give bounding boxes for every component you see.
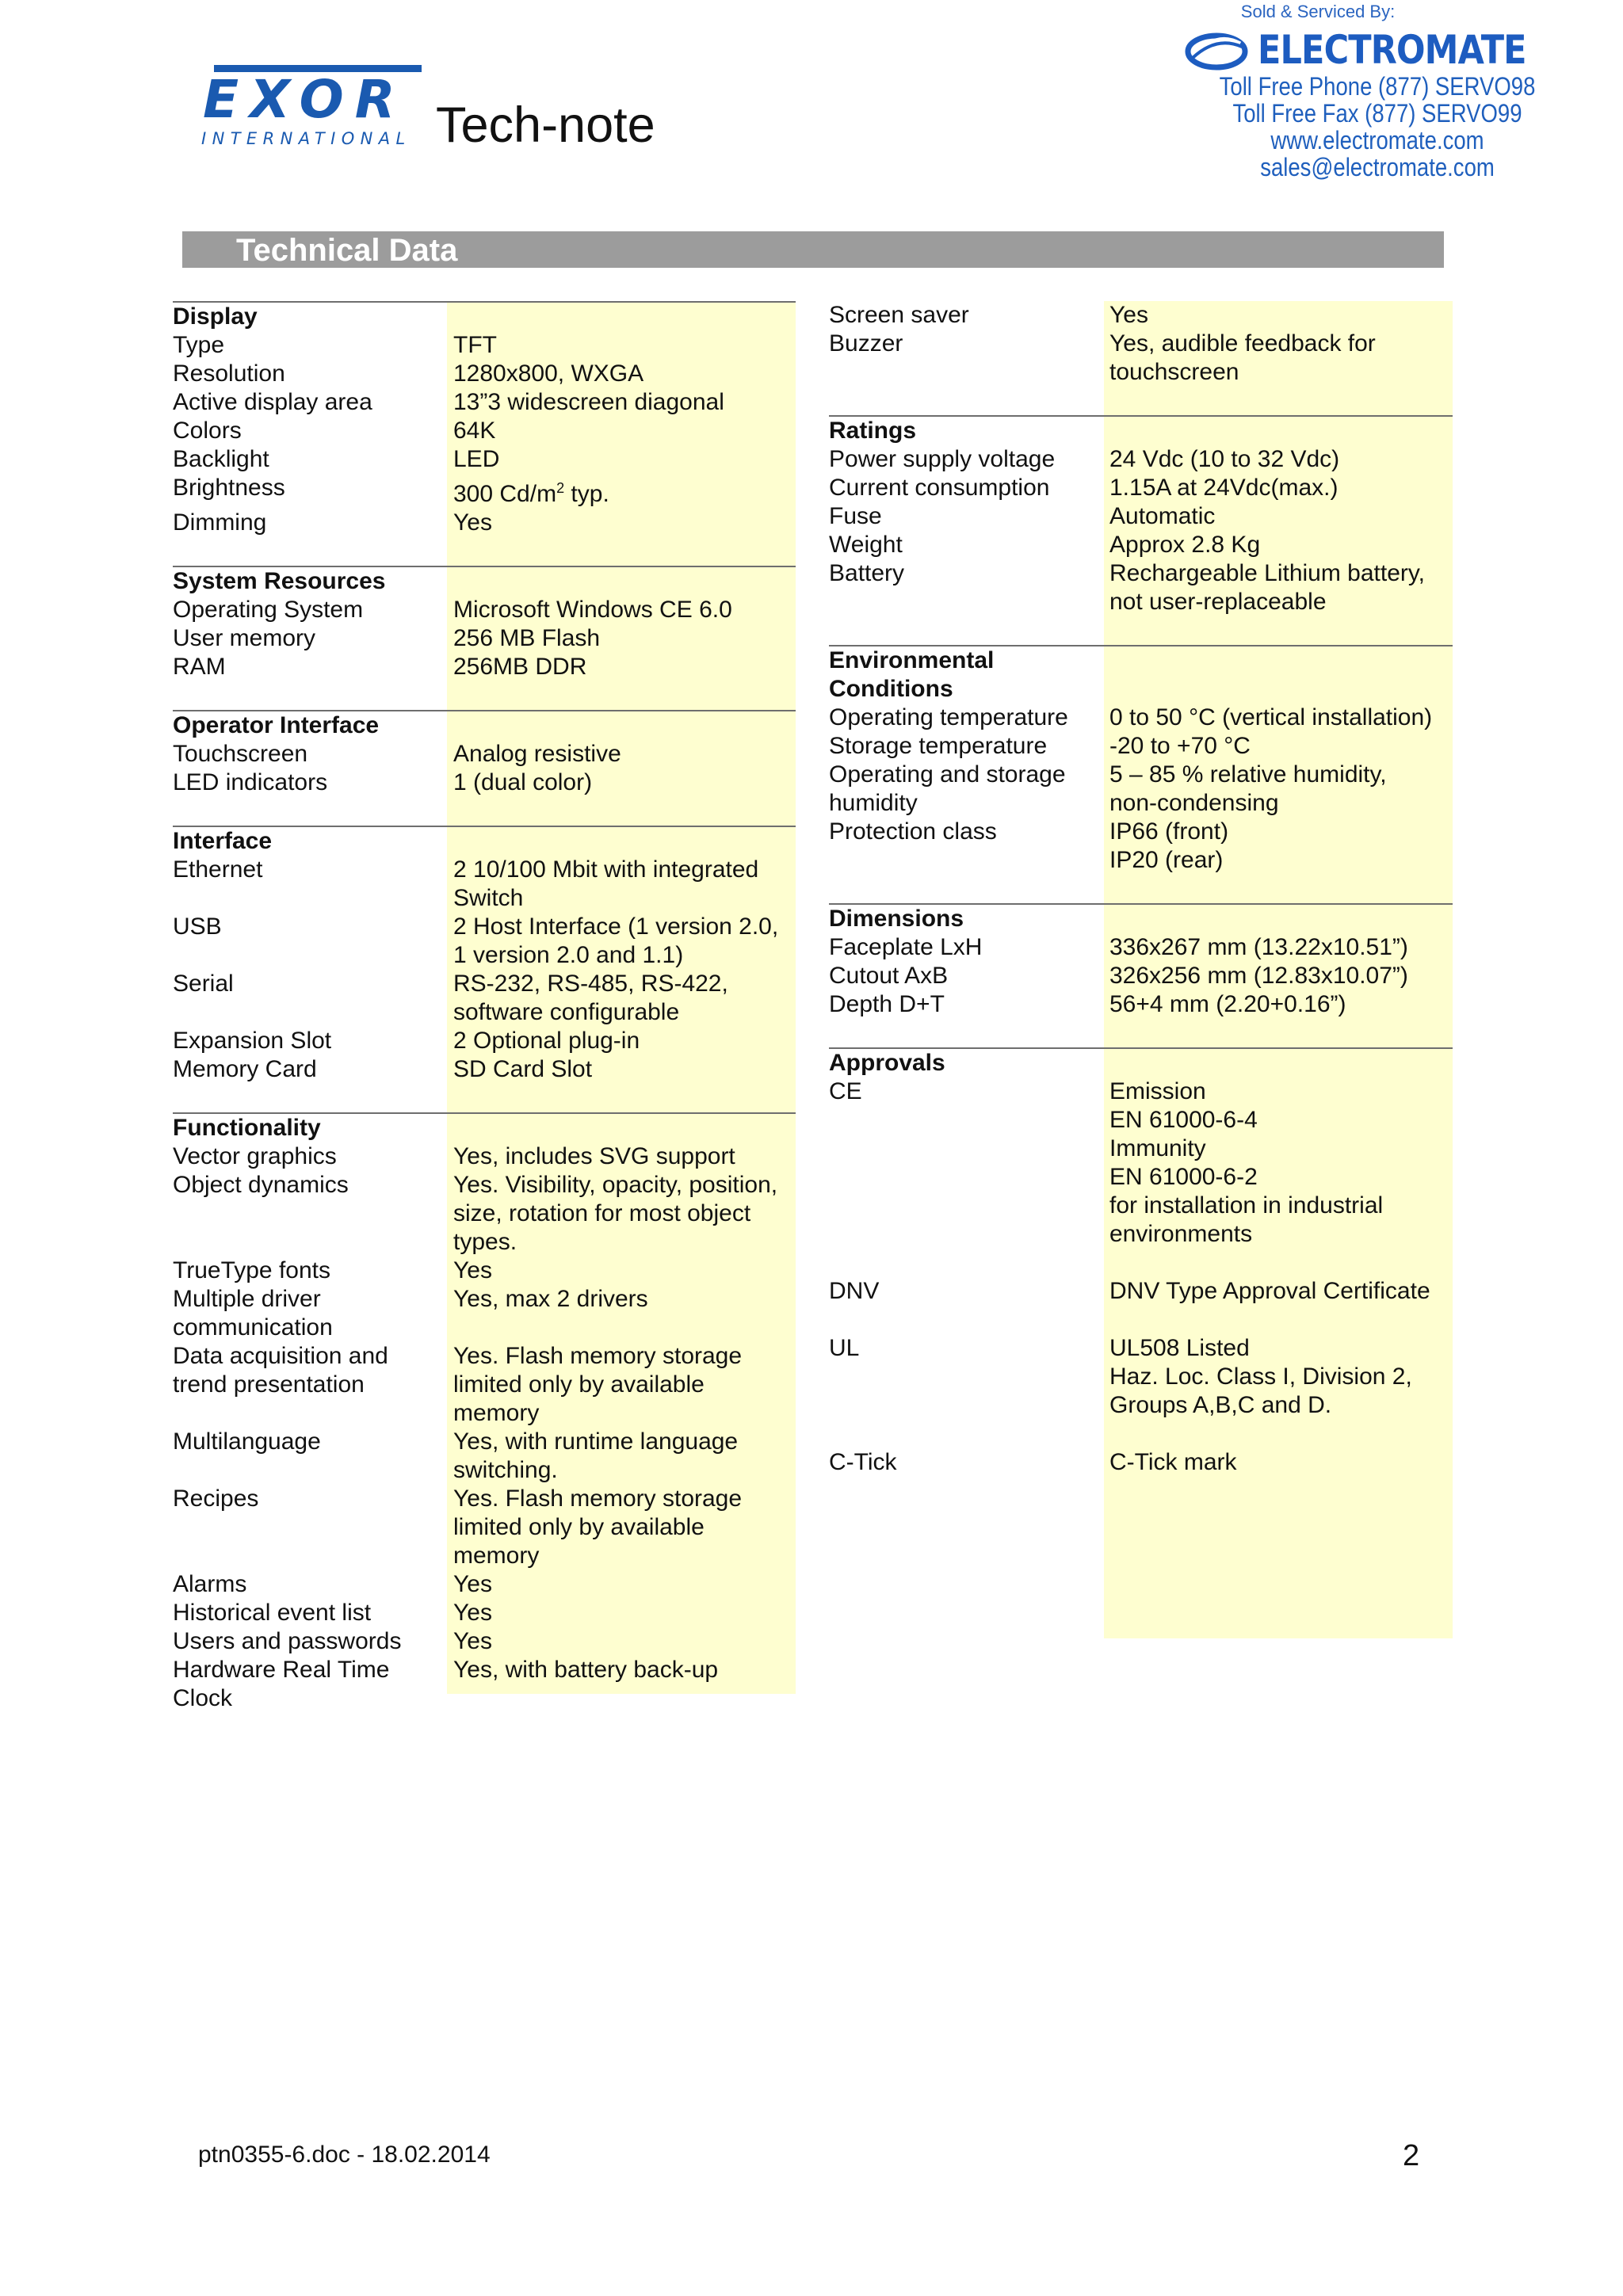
value-text: 0 to 50 °C (vertical installation): [1109, 704, 1433, 730]
value-line: types.: [453, 1229, 517, 1255]
value-text: -20 to +70 °C: [1109, 733, 1251, 759]
spec-label: Weight: [829, 532, 903, 558]
spec-value: [1103, 474, 1452, 502]
spec-label: Touchscreen: [173, 741, 308, 767]
spec-label: Resolution: [173, 360, 285, 387]
spec-row: [173, 1055, 796, 1084]
value-suffix: typ.: [564, 481, 609, 507]
spec-row: [173, 1342, 796, 1428]
heading-line: Conditions: [829, 676, 953, 702]
spec-value: [447, 1027, 796, 1055]
spec-row: [829, 1334, 1453, 1420]
spec-row: [173, 417, 796, 445]
seller-brand: [1171, 27, 1583, 73]
value-line: IP20 (rear): [1109, 847, 1224, 873]
group-heading-value-empty: [447, 711, 796, 740]
row-spacer: [829, 1306, 1453, 1334]
spec-value: [1103, 445, 1452, 474]
spec-value: [1103, 1334, 1452, 1420]
spec-column-left: [173, 301, 796, 1741]
spec-value: [447, 1285, 796, 1342]
value-text: Yes, with battery back-up: [453, 1657, 719, 1683]
spec-group: [829, 645, 1453, 903]
spec-row: [829, 1277, 1453, 1306]
row-spacer: [829, 1420, 1453, 1448]
label-line: Multiple driver: [173, 1286, 321, 1312]
spec-label: Multilanguage: [173, 1428, 321, 1455]
spec-value: [447, 1627, 796, 1656]
seller-fax: Toll Free Fax (877) SERVO99: [1232, 99, 1522, 128]
group-heading-value-empty: [447, 827, 796, 856]
value-line: RS-232, RS-485, RS-422,: [453, 971, 728, 997]
spec-value: [447, 1599, 796, 1627]
value-line: 2 10/100 Mbit with integrated: [453, 856, 759, 883]
section-title: Technical Data: [236, 233, 458, 268]
spec-row: [173, 445, 796, 474]
spec-value: [447, 474, 796, 509]
label-line: communication: [173, 1314, 333, 1341]
seller-block: [1171, 2, 1583, 181]
spec-value: [1103, 531, 1452, 559]
superscript: 2: [556, 480, 565, 496]
value-text: LED: [453, 446, 500, 472]
group-heading-value-empty: [447, 1114, 796, 1142]
group-heading: Interface: [173, 828, 273, 854]
group-heading-row: [173, 567, 796, 596]
spec-label: Users and passwords: [173, 1628, 402, 1654]
value-line: environments: [1109, 1221, 1253, 1247]
spec-row: [829, 704, 1453, 732]
spec-value: [1103, 962, 1452, 990]
spec-row: [173, 653, 796, 681]
spec-label: Colors: [173, 418, 242, 444]
spec-row: [829, 1448, 1453, 1477]
value-line: software configurable: [453, 999, 680, 1025]
spec-row: [173, 474, 796, 509]
spec-value: [447, 331, 796, 360]
group-heading-value-empty: [1103, 646, 1452, 704]
spec-value: [447, 1055, 796, 1084]
value-text: TFT: [453, 332, 497, 358]
spec-row: [829, 502, 1453, 531]
value-text: 256MB DDR: [453, 654, 587, 680]
group-spacer: [829, 616, 1453, 645]
spec-label: CE: [829, 1078, 862, 1104]
spec-row: [173, 1485, 796, 1570]
spec-row: [829, 933, 1453, 962]
label-line: Clock: [173, 1685, 233, 1711]
spec-label: Cutout AxB: [829, 963, 949, 989]
spec-group: [173, 566, 796, 710]
spec-label: Object dynamics: [173, 1172, 349, 1198]
group-heading-value-empty: [447, 567, 796, 596]
section-header-bar: [182, 231, 1444, 268]
value-line: not user-replaceable: [1109, 589, 1327, 615]
value-line: touchscreen: [1109, 359, 1239, 385]
spec-group: [173, 301, 796, 566]
spec-group: [173, 710, 796, 826]
label-line: humidity: [829, 790, 918, 816]
value-line: Groups A,B,C and D.: [1109, 1392, 1332, 1418]
group-heading: System Resources: [173, 568, 386, 594]
document-title: Tech-note: [436, 97, 655, 153]
value-text: C-Tick mark: [1109, 1449, 1237, 1475]
spec-group: [173, 1112, 796, 1741]
spec-row: [829, 445, 1453, 474]
spec-value: [447, 417, 796, 445]
value-text: 1.15A at 24Vdc(max.): [1109, 475, 1338, 501]
spec-label: [829, 761, 1103, 818]
seller-email-link[interactable]: sales@electromate.com: [1260, 153, 1495, 181]
spec-label: Operating System: [173, 597, 364, 623]
spec-label: Recipes: [173, 1486, 259, 1512]
spec-row: [829, 531, 1453, 559]
group-heading: Functionality: [173, 1115, 321, 1141]
spec-label: Fuse: [829, 503, 882, 529]
group-heading-row: [829, 1049, 1453, 1077]
value-line: Yes, with runtime language: [453, 1428, 739, 1455]
spec-label: Active display area: [173, 389, 372, 415]
value-line: Haz. Loc. Class I, Division 2,: [1109, 1363, 1412, 1390]
spec-row: [173, 1171, 796, 1257]
spec-value: [1103, 990, 1452, 1019]
spec-value: [447, 596, 796, 624]
spec-row: [173, 1627, 796, 1656]
value-line: 2 Host Interface (1 version 2.0,: [453, 913, 779, 940]
group-heading-row: [829, 646, 1453, 704]
value-line: Switch: [453, 885, 524, 911]
group-heading-value-empty: [1103, 905, 1452, 933]
spec-value: [447, 913, 796, 970]
spec-group: [173, 826, 796, 1112]
value-line: size, rotation for most object: [453, 1200, 751, 1226]
spec-value: [447, 653, 796, 681]
spec-label: Battery: [829, 560, 905, 586]
value-text: 13”3 widescreen diagonal: [453, 389, 724, 415]
group-heading-value-empty: [447, 303, 796, 331]
spec-row: [829, 559, 1453, 616]
group-heading: Dimensions: [829, 906, 964, 932]
value-line: 5 – 85 % relative humidity,: [1109, 761, 1387, 788]
spec-value: [447, 1570, 796, 1599]
spec-label: USB: [173, 913, 222, 940]
value-line: Yes. Flash memory storage: [453, 1343, 743, 1369]
logo-subtext: INTERNATIONAL: [201, 129, 411, 147]
value-line: limited only by available: [453, 1371, 705, 1398]
spec-row: [829, 301, 1453, 330]
value-line: Rechargeable Lithium battery,: [1109, 560, 1425, 586]
group-heading: Approvals: [829, 1050, 945, 1076]
spec-column-right: [829, 301, 1453, 1505]
spec-row: [173, 624, 796, 653]
spec-row: [173, 1285, 796, 1342]
spec-label: Backlight: [173, 446, 269, 472]
group-heading-row: [173, 711, 796, 740]
value-text: 1280x800, WXGA: [453, 360, 644, 387]
spec-value: [447, 740, 796, 769]
spec-row: [829, 962, 1453, 990]
spec-group: [829, 903, 1453, 1047]
spec-group: [829, 415, 1453, 645]
spec-label: Power supply voltage: [829, 446, 1056, 472]
group-spacer: [173, 1713, 796, 1741]
spec-label: Brightness: [173, 475, 285, 501]
page-number: 2: [1403, 2139, 1420, 2172]
seller-website-link[interactable]: www.electromate.com: [1270, 126, 1484, 154]
value-line: Yes, audible feedback for: [1109, 330, 1376, 357]
value-text: 24 Vdc (10 to 32 Vdc): [1109, 446, 1340, 472]
group-heading-row: [829, 905, 1453, 933]
value-text: DNV Type Approval Certificate: [1109, 1278, 1430, 1304]
spec-row: [173, 1570, 796, 1599]
value-line: EN 61000-6-4: [1109, 1107, 1258, 1133]
spec-value: [1103, 1448, 1452, 1477]
spec-row: [829, 818, 1453, 875]
spec-row: [173, 856, 796, 913]
spec-value: [447, 1342, 796, 1428]
spec-value: [1103, 732, 1452, 761]
spec-value: [1103, 559, 1452, 616]
value-line: non-condensing: [1109, 790, 1279, 816]
spec-row: [173, 1257, 796, 1285]
group-spacer: [173, 681, 796, 710]
spec-label: Serial: [173, 971, 234, 997]
spec-value: [447, 388, 796, 417]
value-text: Analog resistive: [453, 741, 621, 767]
spec-label: Historical event list: [173, 1600, 372, 1626]
group-spacer: [829, 1019, 1453, 1047]
spec-row: [173, 1142, 796, 1171]
label-line: Operating and storage: [829, 761, 1066, 788]
spec-value: [447, 1428, 796, 1485]
spec-value: [447, 624, 796, 653]
group-spacer: [173, 537, 796, 566]
spec-label: C-Tick: [829, 1449, 897, 1475]
group-heading: Ratings: [829, 418, 917, 444]
spec-label: Faceplate LxH: [829, 934, 983, 960]
spec-label: Vector graphics: [173, 1143, 337, 1169]
spec-value: [447, 1257, 796, 1285]
spec-value: [1103, 1077, 1452, 1249]
spec-label: User memory: [173, 625, 316, 651]
value-line: Yes. Visibility, opacity, position,: [453, 1172, 778, 1198]
value-text: Yes, max 2 drivers: [453, 1286, 648, 1312]
spec-row: [829, 474, 1453, 502]
group-spacer: [829, 387, 1453, 415]
value-text: Automatic: [1109, 503, 1216, 529]
footer-doc-reference: ptn0355-6.doc - 18.02.2014: [198, 2142, 491, 2168]
spec-row: [173, 360, 796, 388]
spec-row: [829, 732, 1453, 761]
group-heading-row: [173, 303, 796, 331]
spec-label: Current consumption: [829, 475, 1050, 501]
spec-row: [173, 1027, 796, 1055]
group-spacer: [173, 797, 796, 826]
value-line: switching.: [453, 1457, 558, 1483]
spec-label: Protection class: [829, 818, 997, 845]
spec-label: TrueType fonts: [173, 1257, 330, 1283]
group-spacer: [829, 1477, 1453, 1505]
group-heading-value-empty: [1103, 1049, 1452, 1077]
group-heading-row: [829, 417, 1453, 445]
value-text: 326x256 mm (12.83x10.07”): [1109, 963, 1408, 989]
spec-value: [447, 970, 796, 1027]
seller-brand-name: ELECTROMATE: [1258, 27, 1526, 73]
value-line: memory: [453, 1543, 540, 1569]
value-line: 1 version 2.0 and 1.1): [453, 942, 684, 968]
spec-row: [173, 1656, 796, 1713]
spec-value: [447, 1142, 796, 1171]
value-text: Yes: [453, 1600, 492, 1626]
group-spacer: [829, 875, 1453, 903]
spec-label: Buzzer: [829, 330, 903, 357]
spec-row: [173, 331, 796, 360]
spec-row: [173, 769, 796, 797]
spec-label: Ethernet: [173, 856, 263, 883]
spec-groups: [173, 301, 796, 1741]
spec-label: UL: [829, 1335, 860, 1361]
value-text: Yes: [453, 1571, 492, 1597]
spec-row: [173, 970, 796, 1027]
value-text: Yes: [453, 509, 492, 536]
spec-value: [1103, 933, 1452, 962]
row-spacer: [829, 1249, 1453, 1277]
group-heading-row: [173, 827, 796, 856]
spec-value: [447, 509, 796, 537]
group-heading-value-empty: [1103, 417, 1452, 445]
exor-logo: [200, 65, 426, 147]
value-line: EN 61000-6-2: [1109, 1164, 1258, 1190]
value-text: 1 (dual color): [453, 769, 593, 795]
group-heading: Operator Interface: [173, 712, 380, 738]
spec-row: [173, 1428, 796, 1485]
spec-label: Operating temperature: [829, 704, 1068, 730]
spec-row: [173, 596, 796, 624]
spec-value: [447, 360, 796, 388]
spec-label: Storage temperature: [829, 733, 1048, 759]
spec-value: [1103, 330, 1452, 387]
spec-label: LED indicators: [173, 769, 328, 795]
value-text: Approx 2.8 Kg: [1109, 532, 1261, 558]
sold-by-text: Sold & Serviced By:: [1240, 2, 1396, 21]
spec-row: [829, 990, 1453, 1019]
value-text: 300 Cd/m: [453, 481, 557, 507]
value-text: 56+4 mm (2.20+0.16”): [1109, 991, 1346, 1017]
label-line: trend presentation: [173, 1371, 365, 1398]
value-line: Emission: [1109, 1078, 1206, 1104]
spec-value: [447, 769, 796, 797]
group-heading: [829, 646, 1103, 704]
spec-label: [173, 1656, 447, 1713]
spec-groups: [829, 301, 1453, 1505]
value-text: 64K: [453, 418, 496, 444]
spec-label: Screen saver: [829, 302, 969, 328]
exor-logo-graphic: [200, 65, 426, 147]
spec-label: [173, 1285, 447, 1342]
value-line: memory: [453, 1400, 540, 1426]
value-text: 256 MB Flash: [453, 625, 601, 651]
spec-row: [173, 913, 796, 970]
spec-value: [1103, 301, 1452, 330]
spec-label: Type: [173, 332, 225, 358]
spec-row: [829, 761, 1453, 818]
spec-label: Depth D+T: [829, 991, 945, 1017]
value-text: Yes: [453, 1257, 492, 1283]
spec-value: [1103, 761, 1452, 818]
spec-label: [173, 1342, 447, 1428]
spec-row: [173, 740, 796, 769]
value-text: Microsoft Windows CE 6.0: [453, 597, 732, 623]
spec-row: [173, 509, 796, 537]
value-text: 336x267 mm (13.22x10.51”): [1109, 934, 1408, 960]
value-text: Yes: [1109, 302, 1148, 328]
value-line: limited only by available: [453, 1514, 705, 1540]
spec-row: [173, 1599, 796, 1627]
spec-value: [447, 1171, 796, 1257]
group-heading: Display: [173, 303, 258, 330]
spec-value: [447, 1485, 796, 1570]
spec-value: [447, 445, 796, 474]
group-spacer: [173, 1084, 796, 1112]
logo-wordmark: EXOR: [203, 69, 407, 130]
seller-phone: Toll Free Phone (877) SERVO98: [1219, 72, 1536, 101]
spec-value: [1103, 502, 1452, 531]
spec-label: Memory Card: [173, 1056, 317, 1082]
spec-value: [447, 1656, 796, 1713]
spec-value: [447, 856, 796, 913]
spec-row: [173, 388, 796, 417]
value-line: for installation in industrial: [1109, 1192, 1384, 1219]
value-line: Immunity: [1109, 1135, 1206, 1161]
value-text: SD Card Slot: [453, 1056, 593, 1082]
value-text: Yes, includes SVG support: [453, 1143, 735, 1169]
value-line: IP66 (front): [1109, 818, 1229, 845]
group-heading-row: [173, 1114, 796, 1142]
value-line: Yes. Flash memory storage: [453, 1486, 743, 1512]
spec-label: Dimming: [173, 509, 267, 536]
spec-label: Alarms: [173, 1571, 247, 1597]
value-text: 2 Optional plug-in: [453, 1028, 640, 1054]
spec-row: [829, 330, 1453, 387]
value-text: Yes: [453, 1628, 492, 1654]
electromate-swoosh-icon: [1185, 28, 1248, 72]
spec-value: [1103, 1277, 1452, 1306]
spec-value: [1103, 818, 1452, 875]
spec-value: [1103, 704, 1452, 732]
spec-group: [829, 1047, 1453, 1505]
spec-label: Expansion Slot: [173, 1028, 332, 1054]
spec-label: DNV: [829, 1278, 880, 1304]
spec-label: RAM: [173, 654, 226, 680]
label-line: Hardware Real Time: [173, 1657, 390, 1683]
label-line: Data acquisition and: [173, 1343, 388, 1369]
spec-row: [829, 1077, 1453, 1249]
spec-group: [829, 301, 1453, 415]
value-line: UL508 Listed: [1109, 1335, 1250, 1361]
heading-line: Environmental: [829, 647, 995, 673]
